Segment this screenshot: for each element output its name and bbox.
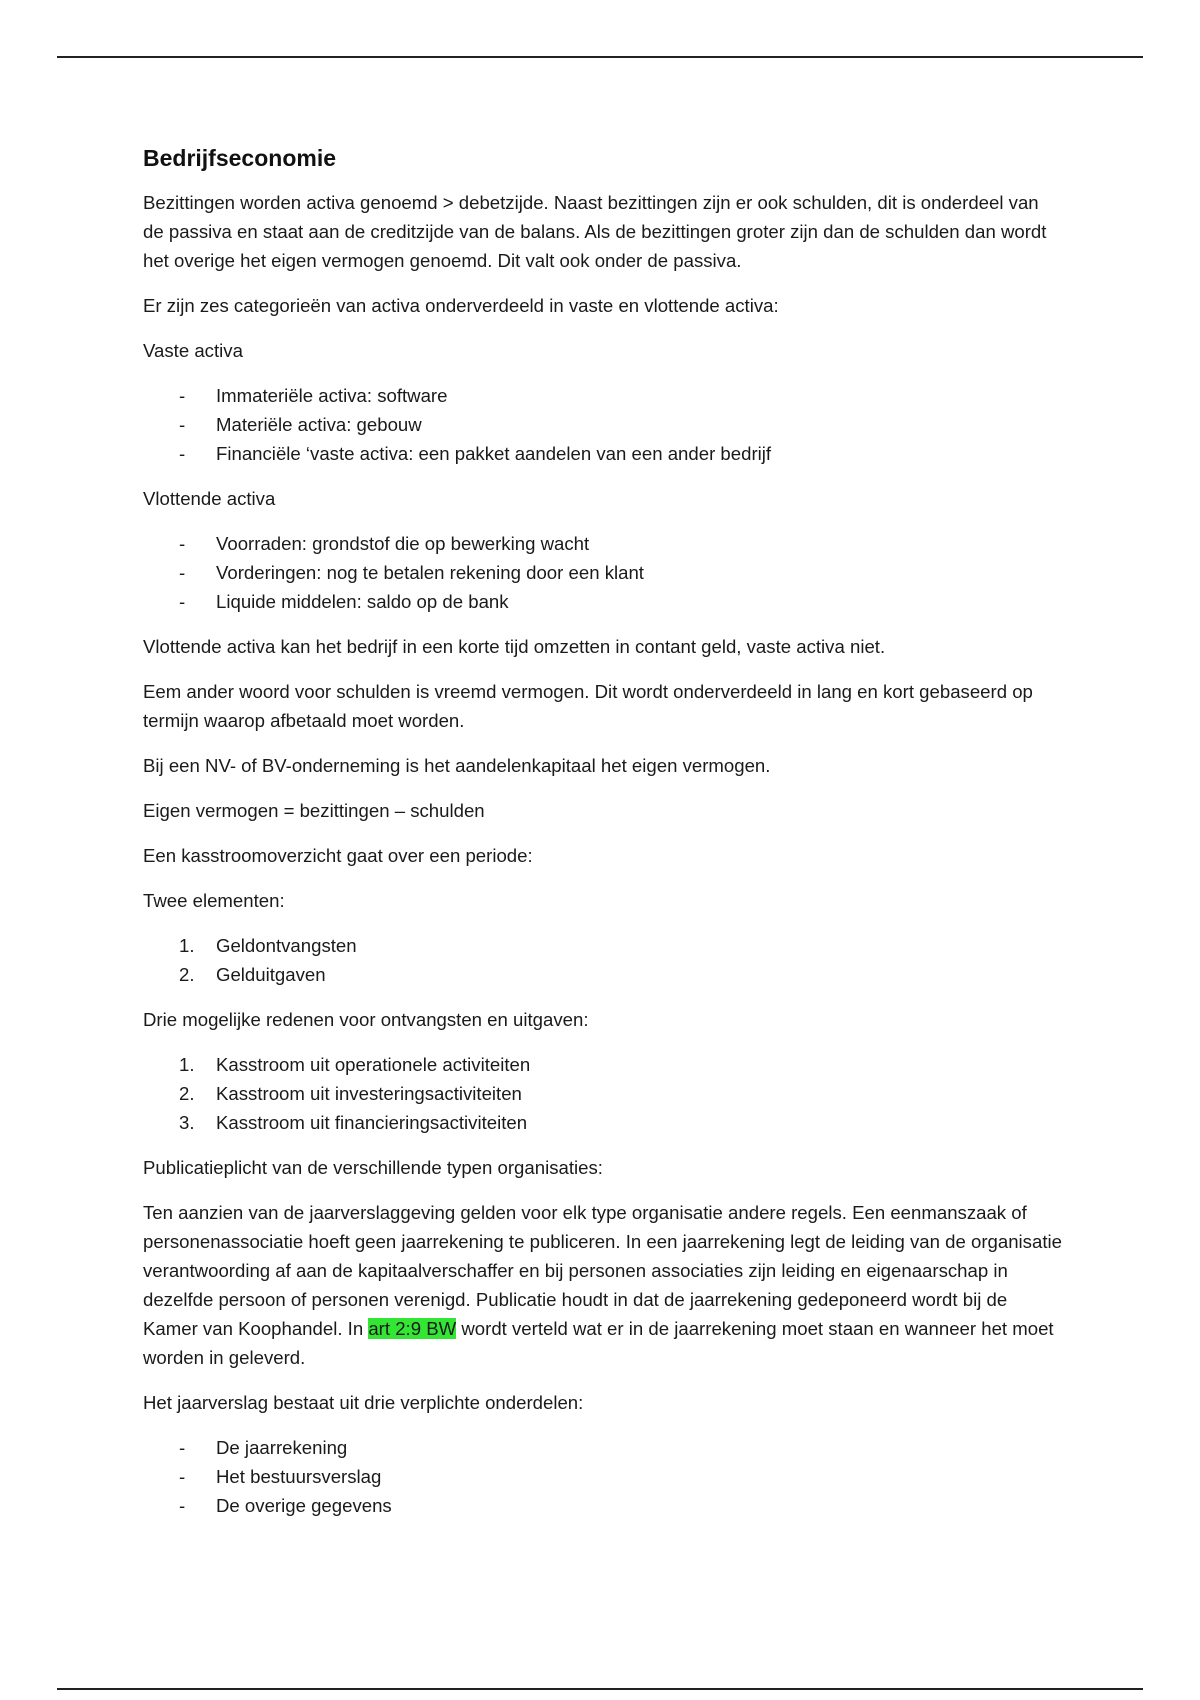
reasons-list (143, 1050, 1063, 1137)
list-item: - Materiële activa: gebouw (143, 410, 1063, 439)
categories-intro: Er zijn zes categorieën van activa onderverdeeld in vaste en vlottende activa: (143, 295, 779, 316)
fixed-assets-heading: Vaste activa (143, 340, 243, 361)
number-marker: 1. (179, 935, 195, 956)
debt-paragraph: Eem ander woord voor schulden is vreemd vermogen. Dit wordt onderverdeeld in lang en kort gebaseerd op termijn waarop afbetaald moet worden. (143, 681, 1033, 731)
list-item: - Het bestuursverslag (143, 1462, 1063, 1491)
header-rule (57, 56, 1143, 58)
list-item: 1. Geldontvangsten (143, 931, 1063, 960)
current-assets-note: Vlottende activa kan het bedrijf in een korte tijd omzetten in contant geld, vaste activa niet. (143, 636, 886, 657)
dash-marker: - (179, 533, 186, 554)
cashflow-intro: Een kasstroomoverzicht gaat over een periode: (143, 845, 533, 866)
dash-marker: - (179, 1466, 186, 1487)
fixed-assets-list (143, 381, 1063, 468)
list-item: - Immateriële activa: software (143, 381, 1063, 410)
document-body (143, 142, 1063, 1536)
footer-rule (57, 1688, 1143, 1690)
list-item: 2. Gelduitgaven (143, 960, 1063, 989)
report-heading: Het jaarverslag bestaat uit drie verplichte onderdelen: (143, 1392, 584, 1413)
current-assets-heading: Vlottende activa (143, 488, 276, 509)
list-item: - De overige gegevens (143, 1491, 1063, 1520)
dash-marker: - (179, 1495, 186, 1516)
report-list (143, 1433, 1063, 1520)
list-item: 3. Kasstroom uit financieringsactiviteiten (143, 1108, 1063, 1137)
list-item: - Liquide middelen: saldo op de bank (143, 587, 1063, 616)
dash-marker: - (179, 591, 186, 612)
publication-heading: Publicatieplicht van de verschillende typen organisaties: (143, 1157, 603, 1178)
list-item: - De jaarrekening (143, 1433, 1063, 1462)
highlighted-reference: art 2:9 BW (368, 1318, 457, 1339)
number-marker: 2. (179, 1083, 195, 1104)
publication-paragraph: Ten aanzien van de jaarverslaggeving gelden voor elk type organisatie andere regels. Een eenmanszaak of personenassociatie hoeft geen jaarrekening te publiceren. In een jaarrekening legt de leiding van de organisatie verantwoording af aan de kapitaalverschaffer en bij personen associaties zijn leiding en eigenaarschap in dezelfde persoon of personen verenigd. Publicatie houdt in dat de jaarrekening gedeponeerd wordt bij de Kamer van Koophandel. In art 2:9 BW wordt verteld wat er in de jaarrekening moet staan en wanneer het moet worden in geleverd. (143, 1202, 1062, 1368)
number-marker: 2. (179, 964, 195, 985)
number-marker: 3. (179, 1112, 195, 1133)
dash-marker: - (179, 414, 186, 435)
number-marker: 1. (179, 1054, 195, 1075)
dash-marker: - (179, 562, 186, 583)
list-item: - Vorderingen: nog te betalen rekening door een klant (143, 558, 1063, 587)
dash-marker: - (179, 443, 186, 464)
two-elements-list (143, 931, 1063, 989)
two-elements-heading: Twee elementen: (143, 890, 285, 911)
nv-bv-paragraph: Bij een NV- of BV-onderneming is het aandelenkapitaal het eigen vermogen. (143, 755, 771, 776)
list-item: 2. Kasstroom uit investeringsactiviteiten (143, 1079, 1063, 1108)
equity-formula: Eigen vermogen = bezittingen – schulden (143, 800, 485, 821)
intro-paragraph: Bezittingen worden activa genoemd > debetzijde. Naast bezittingen zijn er ook schulden, dit is onderdeel van de passiva en staat aan de creditzijde van de balans. Als de bezittingen groter zijn dan de schulden dan wordt het overige het eigen vermogen genoemd. Dit valt ook onder de passiva. (143, 192, 1047, 271)
dash-marker: - (179, 385, 186, 406)
list-item: - Financiële ‘vaste activa: een pakket aandelen van een ander bedrijf (143, 439, 1063, 468)
list-item: 1. Kasstroom uit operationele activiteiten (143, 1050, 1063, 1079)
reasons-heading: Drie mogelijke redenen voor ontvangsten en uitgaven: (143, 1009, 589, 1030)
current-assets-list (143, 529, 1063, 616)
dash-marker: - (179, 1437, 186, 1458)
list-item: - Voorraden: grondstof die op bewerking wacht (143, 529, 1063, 558)
document-title: Bedrijfseconomie (143, 145, 336, 171)
